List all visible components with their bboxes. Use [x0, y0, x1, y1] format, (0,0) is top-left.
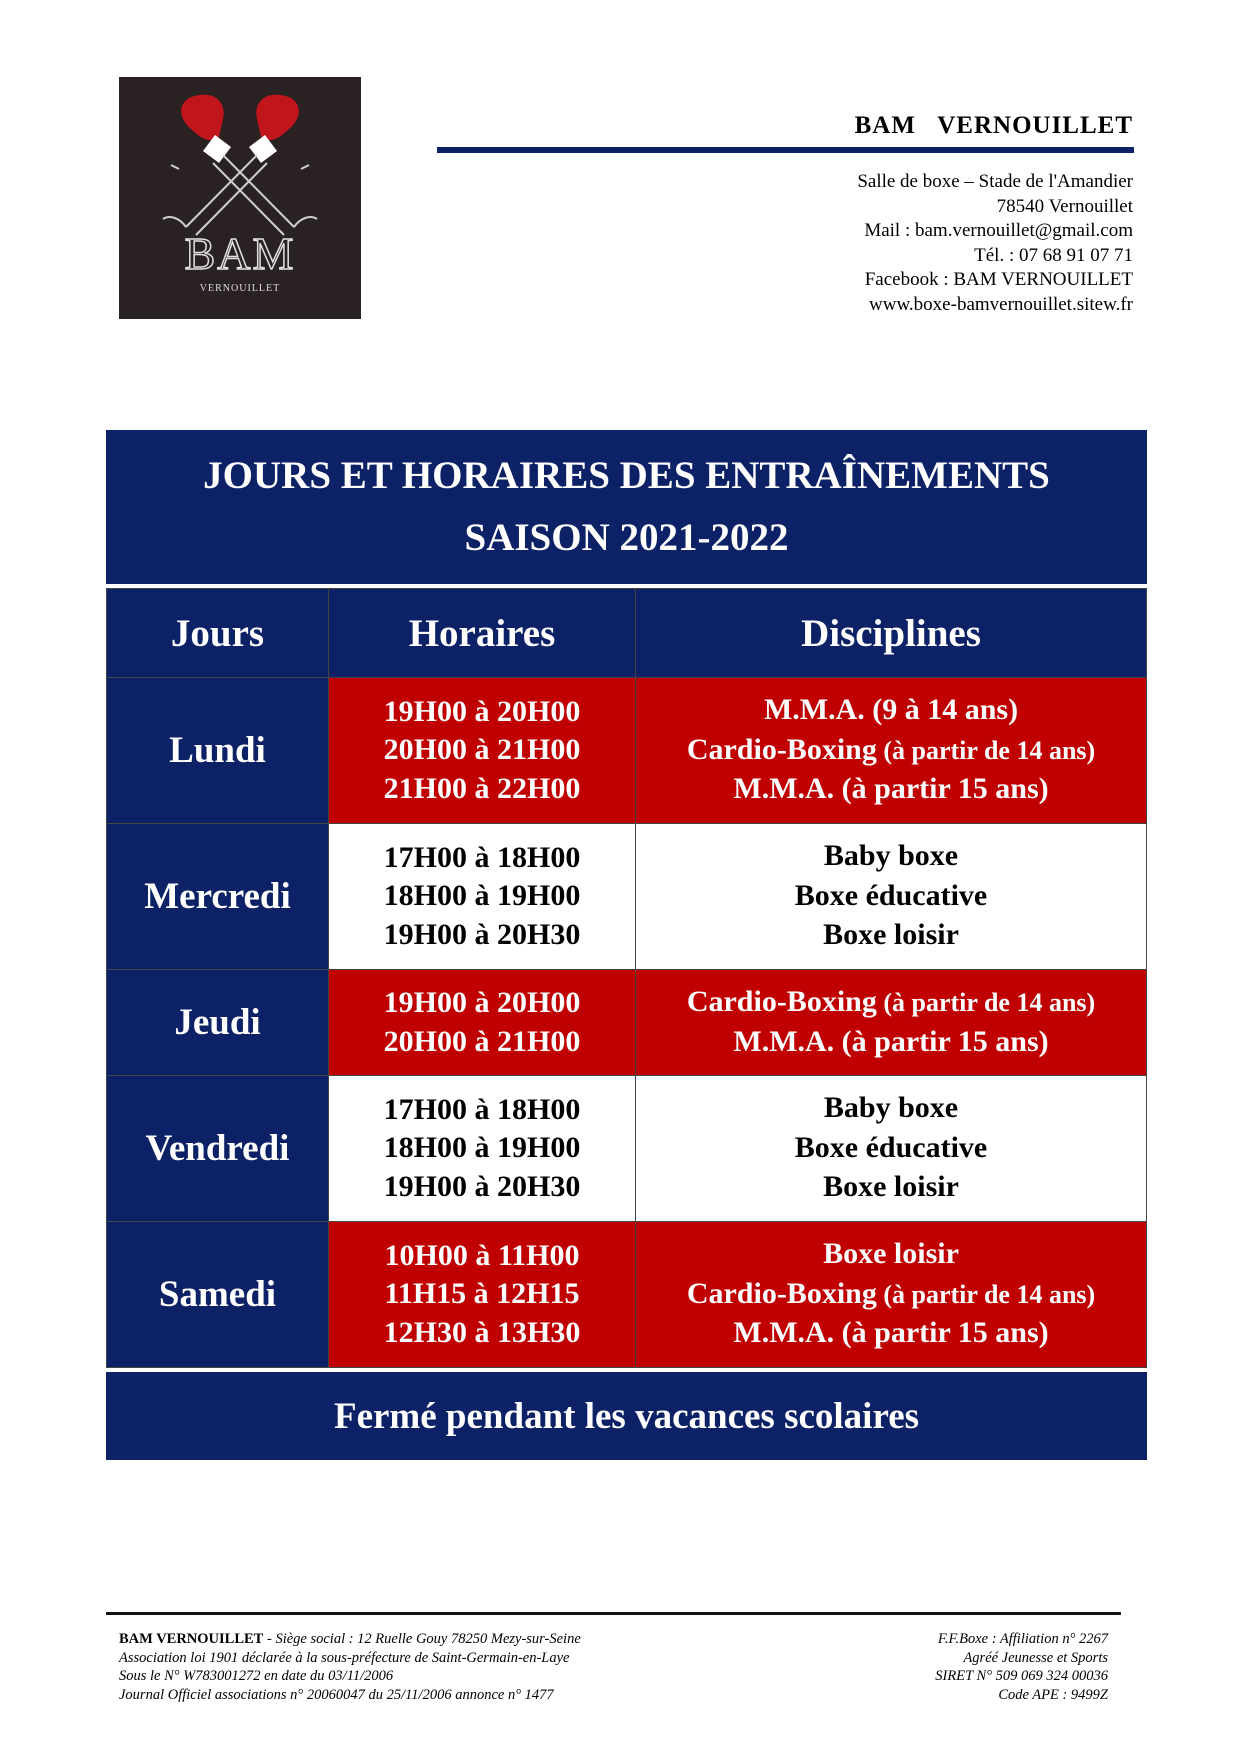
contact-address: Salle de boxe – Stade de l'Amandier — [857, 171, 1133, 192]
contact-block — [857, 170, 1133, 318]
disciplines-cell — [636, 824, 1147, 970]
footer-legal-line: Sous le N° W783001272 en date du 03/11/2006 — [119, 1668, 394, 1685]
discipline-item: M.M.A. (à partir 15 ans) — [733, 1316, 1049, 1350]
title-row — [107, 431, 1147, 584]
time-slot: 21H00 à 22H00 — [383, 771, 581, 805]
discipline-item: M.M.A. (à partir 15 ans) — [733, 1024, 1049, 1058]
time-slot: 11H15 à 12H15 — [384, 1277, 580, 1311]
footer-divider — [106, 1612, 1121, 1615]
schedule-title-line1: JOURS ET HORAIRES DES ENTRAÎNEMENTS — [203, 454, 1050, 497]
discipline-item: M.M.A. (9 à 14 ans) — [763, 693, 1019, 727]
footer-affiliation-line: F.F.Boxe : Affiliation n° 2267 — [937, 1631, 1108, 1647]
time-slot: 17H00 à 18H00 — [383, 840, 581, 874]
disciplines-cell — [636, 1222, 1147, 1368]
discipline-item: Cardio-Boxing (à partir de 14 ans) — [686, 1276, 1096, 1310]
contact-mail: Mail : bam.vernouillet@gmail.com — [864, 220, 1133, 242]
table-row — [107, 1076, 1147, 1222]
logo-subtext: VERNOUILLET — [199, 283, 281, 294]
header-row — [107, 589, 1147, 678]
discipline-item: Boxe loisir — [823, 1170, 959, 1204]
org-name: BAM VERNOUILLET — [854, 112, 1133, 139]
table-row — [107, 824, 1147, 970]
column-header-disciplines: Disciplines — [636, 589, 1147, 678]
club-logo — [119, 77, 361, 319]
column-header-days: Jours — [107, 589, 329, 678]
day-cell: Mercredi — [107, 824, 329, 970]
time-slot: 10H00 à 11H00 — [384, 1238, 580, 1272]
discipline-item: Cardio-Boxing (à partir de 14 ans) — [686, 732, 1096, 766]
discipline-item: M.M.A. (à partir 15 ans) — [733, 772, 1049, 806]
column-header-times: Horaires — [329, 589, 636, 678]
discipline-item: Baby boxe — [823, 1091, 959, 1125]
times-cell — [329, 1222, 636, 1368]
time-slot: 19H00 à 20H30 — [383, 1169, 581, 1203]
discipline-item: Boxe loisir — [823, 1237, 959, 1271]
footer-legal-line: BAM VERNOUILLET - Siège social : 12 Ruelle Gouy 78250 Mezy-sur-Seine — [119, 1631, 581, 1647]
footer-affiliation-line: Code APE : 9499Z — [998, 1686, 1108, 1703]
schedule-title — [107, 431, 1147, 584]
time-slot: 19H00 à 20H00 — [383, 694, 581, 728]
closed-notice: Fermé pendant les vacances scolaires — [107, 1373, 1147, 1460]
discipline-item: Boxe éducative — [794, 878, 988, 912]
time-slot: 12H30 à 13H30 — [383, 1315, 581, 1349]
contact-website: www.boxe-bamvernouillet.sitew.fr — [869, 293, 1133, 315]
time-slot: 20H00 à 21H00 — [383, 733, 581, 767]
time-slot: 19H00 à 20H00 — [383, 986, 581, 1019]
schedule-table — [106, 430, 1147, 1460]
times-cell — [329, 970, 636, 1076]
times-cell — [329, 1076, 636, 1222]
day-cell: Lundi — [107, 678, 329, 824]
discipline-item: Boxe loisir — [823, 918, 959, 952]
day-cell: Vendredi — [107, 1076, 329, 1222]
day-cell: Jeudi — [107, 970, 329, 1076]
schedule-title-line2: SAISON 2021-2022 — [464, 516, 789, 559]
footer-note-row — [107, 1373, 1147, 1460]
table-row — [107, 1222, 1147, 1368]
footer-legal-line: Association loi 1901 déclarée à la sous-préfecture de Saint-Germain-en-Laye — [119, 1649, 570, 1666]
times-cell — [329, 824, 636, 970]
footer-affiliation — [935, 1630, 1108, 1704]
footer-legal — [119, 1630, 581, 1704]
time-slot: 18H00 à 19H00 — [383, 879, 581, 913]
header-divider — [437, 147, 1134, 153]
disciplines-cell — [636, 1076, 1147, 1222]
time-slot: 17H00 à 18H00 — [383, 1092, 581, 1126]
time-slot: 19H00 à 20H30 — [383, 917, 581, 951]
table-row — [107, 678, 1147, 824]
times-cell — [329, 678, 636, 824]
day-cell: Samedi — [107, 1222, 329, 1368]
discipline-item: Baby boxe — [823, 839, 959, 873]
footer-affiliation-line: Agréé Jeunesse et Sports — [963, 1649, 1108, 1666]
discipline-item: Cardio-Boxing (à partir de 14 ans) — [686, 985, 1096, 1018]
disciplines-cell — [636, 970, 1147, 1076]
discipline-item: Boxe éducative — [794, 1130, 988, 1164]
contact-phone: Tél. : 07 68 91 07 71 — [974, 244, 1133, 266]
time-slot: 18H00 à 19H00 — [383, 1131, 581, 1165]
logo-text: BAM — [184, 228, 296, 279]
time-slot: 20H00 à 21H00 — [383, 1024, 581, 1058]
contact-city: 78540 Vernouillet — [996, 195, 1133, 217]
disciplines-cell — [636, 678, 1147, 824]
footer-affiliation-line: SIRET N° 509 069 324 00036 — [935, 1668, 1108, 1685]
table-row — [107, 970, 1147, 1076]
contact-facebook: Facebook : BAM VERNOUILLET — [864, 269, 1133, 291]
footer-legal-line: Journal Officiel associations n° 20060047 du 25/11/2006 annonce n° 1477 — [119, 1686, 554, 1703]
